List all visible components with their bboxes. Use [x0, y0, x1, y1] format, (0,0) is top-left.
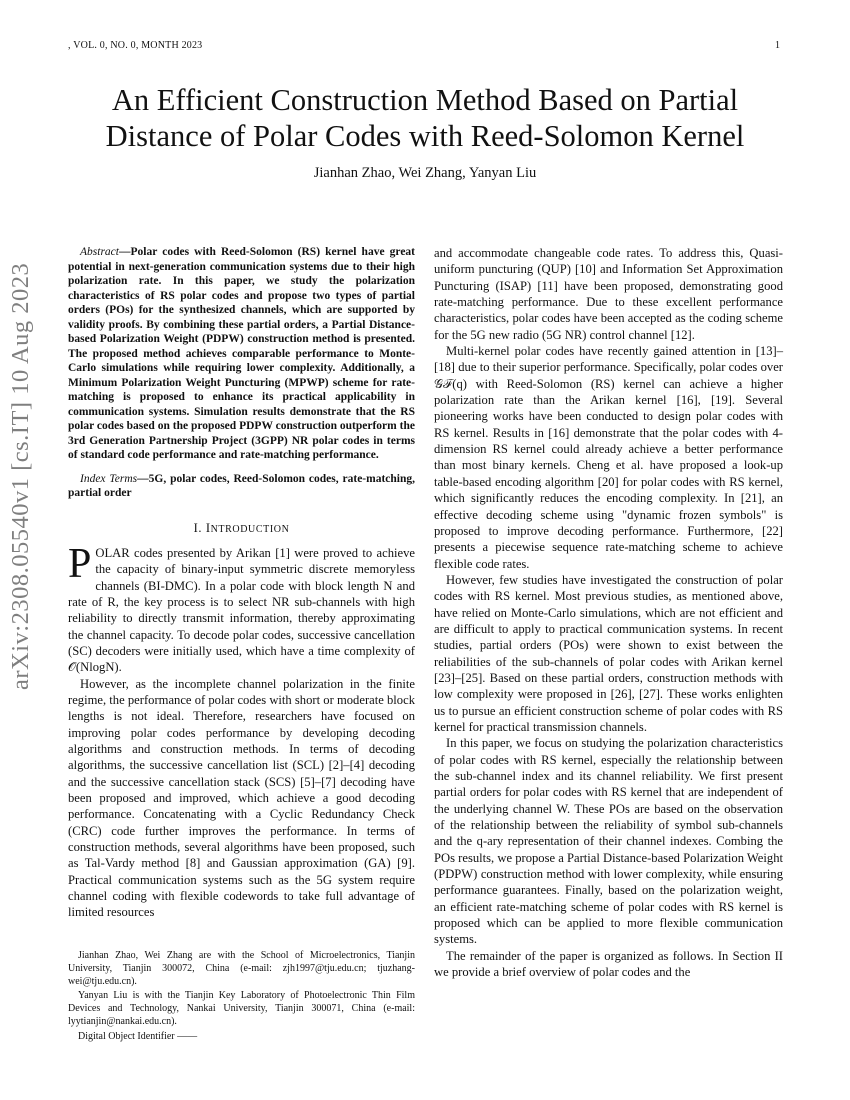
arxiv-stamp: arXiv:2308.05540v1 [cs.IT] 10 Aug 2023 — [7, 262, 34, 690]
abstract-label: Abstract — [80, 246, 119, 258]
right-column — [434, 245, 783, 980]
right-paragraph-2: Multi-kernel polar codes have recently gained attention in [13]–[18] due to their superior performance. Specifically, polar codes over 𝒢ℱ(q) with Reed-Solomon (RS) kernel can achieve a higher polarization rate than the Arikan kernel [16], [19]. Several pioneering works have been conducted to design polar codes with RS kernel. Results in [16] demonstrate that the polar codes with 4-dimension RS kernel could already achieve a better performance than most binary kernels. Cheng et al. have proposed a look-up table-based encoding algorithm [20] for polar codes with RS kernel, which significantly reduces the encoding complexity. In [21], an effective decoding scheme using "dynamic frozen symbols" is proposed to improve decoding performance. Furthermore, [22] presents a piecewise sequence rate-matching scheme to achieve flexible code rates. — [434, 344, 783, 571]
left-column — [68, 245, 415, 921]
abstract-text: —Polar codes with Reed-Solomon (RS) kernel have great potential in next-generation communication systems due to their high polarization rate. In this paper, we study the polarization characteristics of RS polar codes and propose two types of partial orders (POs) for the synthesized channels, which are supported by validity proofs. By combining these partial orders, a Partial Distance-based Polarization Weight (PDPW) construction method is presented. The proposed method achieves comparable performance to Monte-Carlo simulations while requiring lower complexity. Additionally, a Minimum Polarization Weight Puncturing (MPWP) scheme for rate-matching is proposed to enhance its practical applicability in communication systems. Simulation results demonstrate that the RS polar codes based on the proposed PDPW construction outperform the 3rd Generation Partnership Project (3GPP) NR polar codes in terms of standard code performance and rate-matching performance. — [68, 246, 415, 461]
author-footnotes — [68, 950, 415, 1044]
footnote-affiliation-2: Yanyan Liu is with the Tianjin Key Laboratory of Photoelectronic Thin Film Devices and Technology, Nankai University, Tianjin 300071, China (e-mail: lyytianjin@nankai.edu.cn). — [68, 990, 415, 1027]
intro-paragraph-1 — [68, 540, 415, 676]
author-list: Jianhan Zhao, Wei Zhang, Yanyan Liu — [313, 165, 537, 181]
index-terms-label: Index Terms — [80, 472, 138, 485]
right-paragraph-5: The remainder of the paper is organized as follows. In Section II we provide a brief overview of polar codes and the — [434, 948, 783, 980]
intro-paragraph-1-text: OLAR codes presented by Arikan [1] were proved to achieve the capacity of binary-input symmetric discrete memoryless channels (BI-DMC). In a polar code with block length N and rate of R, the key process is to select NR sub-channels with high reliability to directly transmit information, thereby approximating the channel capacity. To decode polar codes, successive cancellation (SC) decoders were initially used, which have a time complexity of 𝒪(NlogN). — [68, 545, 415, 675]
abstract — [68, 245, 415, 463]
index-terms-text: —5G, polar codes, Reed-Solomon codes, rate-matching, partial order — [68, 472, 416, 499]
right-paragraph-1: and accommodate changeable code rates. To address this, Quasi-uniform puncturing (QUP) [10] and Information Set Approximation Puncturing (ISAP) [11] have been proposed, demonstrating good rate-matching performance. Due to these excellent performance characteristics, polar codes have been accepted as the coding scheme for the 5G new radio (5G NR) control channel [12]. — [434, 246, 783, 342]
index-terms — [68, 472, 415, 501]
paper-title: An Efficient Construction Method Based on Partial Distance of Polar Codes with Reed-Solomon Kernel — [105, 83, 745, 153]
footnote-doi: Digital Object Identifier —— — [78, 1030, 198, 1042]
right-paragraph-3: However, few studies have investigated the construction of polar codes with RS kernel. Most previous studies, as mentioned above, have relied on Monte-Carlo simulations, which are not efficient and are difficult to apply to practical communication systems. In recent studies, partial orders (POs) were shown to exist between the reliabilities of the sub-channels of polar codes with Arikan kernel [23]–[25]. Based on these partial orders, construction methods with low complexity were proposed in [26], [27]. These works enlighten us to pursue an efficient construction scheme of polar codes with RS kernel for practical transmission channels. — [434, 572, 783, 734]
page-number: 1 — [775, 40, 780, 51]
drop-cap: P — [68, 540, 92, 587]
intro-paragraph-2: However, as the incomplete channel polarization in the finite regime, the performance of polar codes with short or moderate block lengths is not ideal. Therefore, researchers have focused on improving polar codes performance by developing decoding algorithms and construction methods. In terms of decoding algorithms, the successive cancellation list (SCL) [2]–[4] decoding and the successive cancellation stack (SCS) [5]–[7] decoding have been proposed and improved, which achieve a good decoding performance. Concatenating with a Cyclic Redundancy Check (CRC) code further improves the performance. In terms of construction methods, several algorithms have been proposed, such as Tal-Vardy method [8] and Gaussian approximation (GA) [9]. Practical communication systems such as the 5G system require channel coding with flexible codewords to take full advantage of limited resources — [68, 676, 415, 920]
footnote-affiliation-1: Jianhan Zhao, Wei Zhang are with the School of Microelectronics, Tianjin University, Tianjin 300072, China (e-mail: zjh1997@tju.edu.cn; tjuzhang-wei@tju.edu.cn). — [68, 950, 415, 987]
section-heading-introduction: I. INTRODUCTION — [193, 520, 290, 535]
running-header: , VOL. 0, NO. 0, MONTH 2023 — [68, 40, 203, 51]
right-paragraph-4: In this paper, we focus on studying the polarization characteristics of polar codes with RS kernel, especially the relationship between the sub-channel index and its channel reliability. We first present partial orders for polar codes with RS kernel that are independent of the underlying channel W. These POs are based on the observation of the relationship between the reliability of symbol sub-channels and the q-ary representation of their channel indexes. Combing the POs results, we propose a Partial Distance-based Polarization Weight (PDPW) construction method with lower complexity, while ensuring performance guarantees. Finally, based on the polarization weight, an efficient rate-matching scheme of polar codes with RS kernel is proposed which can be applied to more flexible communication systems. — [434, 736, 783, 947]
